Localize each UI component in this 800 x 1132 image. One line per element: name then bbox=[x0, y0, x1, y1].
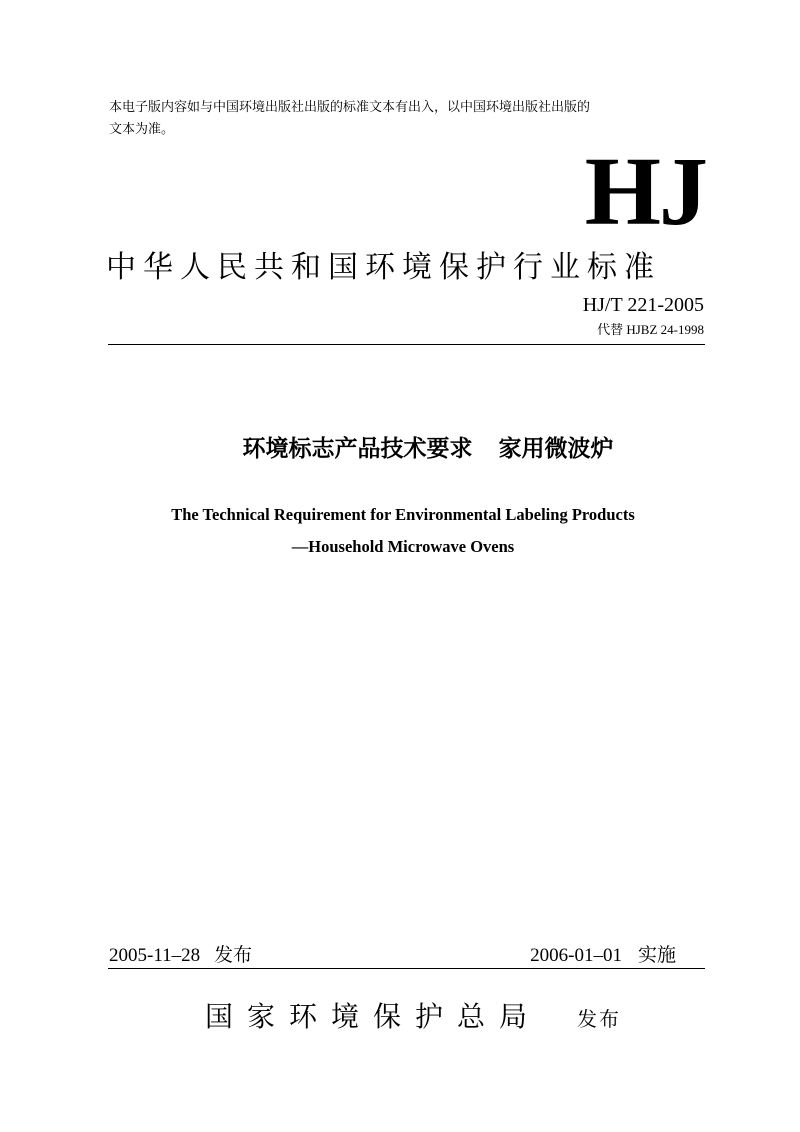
issue-label: 发布 bbox=[214, 945, 253, 966]
footer-divider bbox=[108, 968, 705, 969]
hj-logo: HJ bbox=[584, 138, 706, 246]
header-divider bbox=[108, 344, 705, 345]
electronic-version-notice bbox=[109, 97, 709, 141]
issue-date: 2005-11–28 bbox=[109, 945, 201, 966]
chinese-title bbox=[0, 432, 800, 466]
issue-date-block bbox=[109, 943, 252, 969]
standard-category-title: 中华人民共和国环境保护行业标准 bbox=[106, 250, 661, 285]
english-title-line-2: —Household Microwave Ovens bbox=[291, 537, 515, 556]
notice-line-1: 本电子版内容如与中国环境出版社出版的标准文本有出入，以中国环境出版社出版的 bbox=[109, 100, 591, 115]
issuing-authority-label: 发布 bbox=[577, 1007, 621, 1031]
implementation-date-block bbox=[400, 943, 676, 969]
chinese-title-main: 环境标志产品技术要求 bbox=[242, 436, 473, 462]
issuing-authority: 国家环境保护总局 bbox=[205, 1000, 542, 1033]
replaces-standard: 代替 HJBZ 24-1998 bbox=[597, 322, 704, 337]
implementation-label: 实施 bbox=[637, 945, 676, 966]
notice-line-2: 文本为准。 bbox=[109, 122, 175, 137]
standard-number: HJ/T 221-2005 bbox=[582, 294, 704, 316]
english-title-line-1: The Technical Requirement for Environmental Labeling Products bbox=[171, 505, 635, 524]
chinese-title-product: 家用微波炉 bbox=[498, 436, 614, 462]
implementation-date: 2006-01–01 bbox=[530, 945, 622, 966]
